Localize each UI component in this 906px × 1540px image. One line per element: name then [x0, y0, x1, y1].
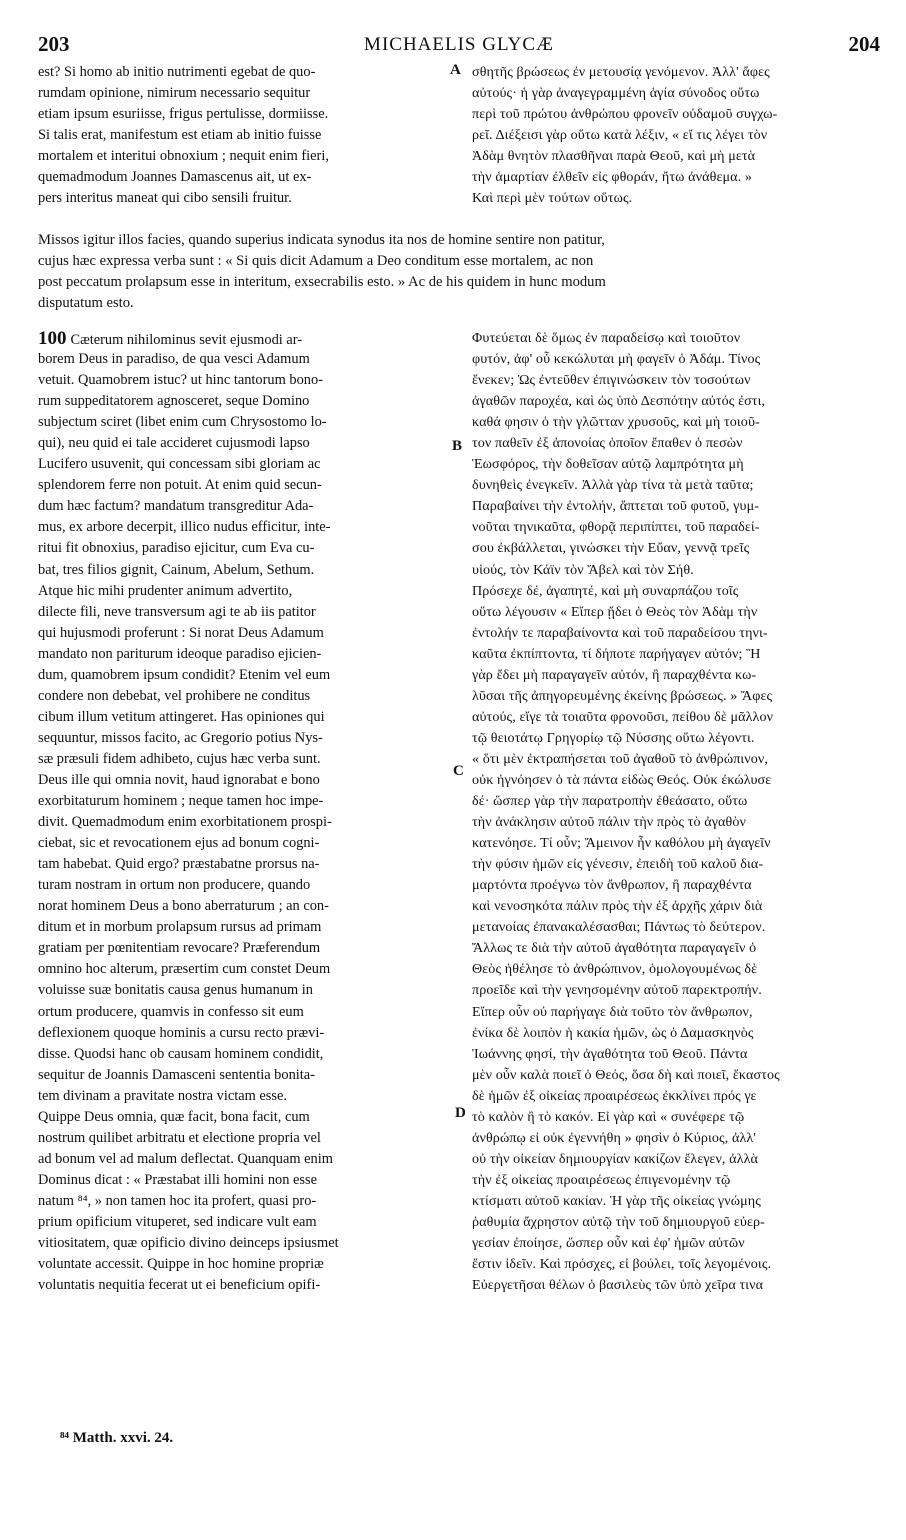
text-line: Cæterum nihilominus sevit ejusmodi ar-: [70, 332, 303, 348]
text-line: deflexionem quoque hominis a cursu recto prævi-: [38, 1024, 325, 1041]
text-line: Εἴπερ οὖν οὐ παρήγαγε διὰ τοῦτο τὸν ἄνθρωπον,: [472, 1003, 753, 1020]
text-line: οὕτω λέγουσιν « Εἴπερ ᾔδει ὁ Θεὸς τὸν Ἀδὰμ τὴν: [472, 603, 758, 620]
text-line: γεσίαν ἐποίησε, ὥσπερ οὖν καὶ ἐφ' ἡμῶν αὐτῶν: [472, 1235, 745, 1252]
text-line: turam nostram in ortum non producere, quando: [38, 877, 311, 894]
text-line: ditum et in morbum prolapsum rursus ad primam: [38, 919, 322, 936]
text-line: Εὐεργετῆσαι θέλων ὁ βασιλεὺς τῶν ὑπὸ χεῖρα τινα: [472, 1277, 764, 1294]
text-line: ortum producere, quamvis in confesso sit eum: [38, 1003, 304, 1020]
text-line: ῥαθυμία ἄχρηστον αὐτῷ τὴν τοῦ δημιουργοῦ εὐερ-: [472, 1213, 765, 1230]
text-line: αὐτούς· ἡ γὰρ ἀναγεγραμμένη ἁγία σύνοδος οὕτω: [472, 85, 760, 102]
text-line: est? Si homo ab initio nutrimenti egebat de quo-: [38, 64, 316, 80]
text-line: δυνηθεὶς ἐνεγκεῖν. Ἀλλὰ γὰρ τίνα τὰ μετὰ ταῦτα;: [472, 477, 754, 494]
text-line: ρεῖ. Διέξεισι γὰρ οὕτω κατὰ λέξιν, « εἴ τις λέγει τὸν: [472, 127, 768, 144]
text-line: qui), neu quid ei tale accideret cujusmodi lapso: [38, 435, 310, 452]
text-line: σου ἐκβάλλεται, γινώσκει τὴν Εὔαν, γεννᾷ τρεῖς: [472, 540, 750, 557]
text-line: Καὶ περὶ μὲν τούτων οὕτως.: [472, 190, 633, 207]
text-line: cibum illum vetitum attingeret. Has opiniones qui: [38, 708, 325, 725]
text-line: pers interitus maneat qui cibo sensili fruitur.: [38, 190, 292, 207]
text-line: post peccatum prolapsum esse in interitum, exsecrabilis esto. » Ac de his quidem in hunc modum: [38, 274, 606, 291]
text-line: καῦτα ἐκπίπτοντα, τί δήποτε παρήγαγεν αὐτόν; Ἢ: [472, 645, 761, 662]
footnote: ⁸⁴ Matth. xxvi. 24.: [60, 1430, 174, 1446]
text-line: Παραβαίνει τὴν ἐντολήν, ἅπτεται τοῦ φυτοῦ, γυμ-: [472, 498, 760, 515]
text-line: mandato non pariturum ideoque paradiso ejicien-: [38, 645, 322, 662]
running-title: MICHAELIS GLYCÆ: [364, 34, 554, 55]
text-line: Ἄλλως τε διὰ τὴν αὐτοῦ ἀγαθότητα παραγαγεῖν ὁ: [472, 940, 757, 957]
text-line: quemadmodum Joannes Damascenus ait, ut ex-: [38, 169, 312, 186]
text-line: τὴν ἁμαρτίαν ἐλθεῖν εἰς φθοράν, ἤτω ἀνάθεμα. »: [472, 169, 752, 186]
text-line: disse. Quodsi hanc ob causam hominem condidit,: [38, 1045, 324, 1062]
text-line: Dominus dicat : « Præstabat illi homini non esse: [38, 1171, 318, 1188]
text-line: γὰρ ἔδει μὴ παραγαγεῖν αὐτόν, ἢ παραχθέντα κω-: [472, 666, 757, 683]
text-line: ἀνθρώπῳ εἰ οὐκ ἐγεννήθη » φησὶν ὁ Κύριος, ἀλλ': [472, 1129, 756, 1146]
text-line: τὴν φύσιν ἡμῶν εἰς γένεσιν, ἐπειδὴ τοῦ καλοῦ δια-: [472, 856, 764, 873]
text-line: Πρόσεχε δέ, ἀγαπητέ, καὶ μὴ συναρπάζου τοῖς: [472, 582, 739, 599]
text-line: mus, ex arbore decerpit, illico nudus efficitur, inte-: [38, 519, 331, 536]
text-line: νοῦται τηνικαῦτα, φθορᾷ περιπίπτει, τοῦ παραδεί-: [472, 519, 760, 536]
text-line: etiam ipsum esuriisse, frigus pertulisse, dormiisse.: [38, 106, 329, 123]
text-line: κατενόησε. Τί οὖν; Ἄμεινον ἦν καθόλου μὴ ἀγαγεῖν: [472, 835, 771, 852]
text-line: natum ⁸⁴, » non tamen hoc ita profert, quasi pro-: [38, 1192, 317, 1209]
text-line: ἀγαθῶν παροχέα, καὶ ὡς ὑπὸ Δεσπότην αὐτός ἐστι,: [472, 393, 766, 410]
text-line: τὴν ἀνάκλησιν αὐτοῦ πάλιν τὴν πρὸς τὸ ἀγαθὸν: [472, 814, 746, 831]
text-line: divit. Quemadmodum enim exorbitationem prospi-: [38, 814, 332, 831]
margin-marker-d: D: [455, 1105, 466, 1121]
text-line: mortalem et interitui obnoxium ; nequit enim fieri,: [38, 148, 329, 165]
text-line: prium opificium vituperet, sed indicare vult eam: [38, 1213, 317, 1230]
margin-marker-b: B: [452, 438, 463, 454]
text-line: condere non debebat, vel prohibere ne conditus: [38, 687, 311, 704]
running-header: [38, 32, 880, 58]
text-line: δέ· ὥσπερ γὰρ τὴν παρατροπὴν ἐθεάσατο, οὕτω: [472, 793, 748, 810]
text-line: sequitur de Joannis Damasceni sententia bonita-: [38, 1066, 315, 1083]
section-number: 100: [38, 328, 67, 349]
text-line: gratiam per pœnitentiam revocare? Præferendum: [38, 940, 321, 957]
text-line: μαρτόντα προέγνω τὸν ἄνθρωπον, ἢ παραχθέντα: [472, 877, 752, 894]
text-line: qui hujusmodi proferunt : Si norat Deus Adamum: [38, 624, 324, 641]
text-line: dilecte fili, neve transversum agi te ab iis patitor: [38, 603, 316, 620]
text-line: Ἑωσφόρος, τὴν δοθεῖσαν αὐτῷ λαμπρότητα μὴ: [472, 456, 744, 473]
text-line: ἕνεκεν; Ὡς ἐντεῦθεν ἐπιγινώσκειν τὸν τοσούτων: [472, 372, 751, 389]
text-line: nostrum quilibet arbitratu et electione propria vel: [38, 1129, 321, 1146]
text-line: ἐνίκα δὲ λοιπὸν ἡ κακία ἡμῶν, ὡς ὁ Δαμασκηνὸς: [472, 1024, 754, 1041]
text-line: Ἀδὰμ θνητὸν πλασθῆναι παρὰ Θεοῦ, καὶ μὴ μετὰ: [472, 148, 756, 165]
text-line: norat hominem Deus a bono aberraturum ; an con-: [38, 898, 329, 915]
text-line: exorbitaturum hominem ; neque tamen hoc impe-: [38, 793, 324, 810]
text-line: tam habebat. Quid ergo? præstabatne prorsus na-: [38, 856, 320, 873]
text-line: λῦσαι τῆς ἀπηγορευμένης ἐκείνης βρώσεως. » Ἄφες: [472, 687, 773, 704]
text-line: borem Deus in paradiso, de qua vesci Adamum: [38, 351, 310, 368]
text-line: προεῖδε καὶ τὴν γενησομένην αὐτοῦ παρεκτροπήν.: [472, 982, 762, 999]
latin-column-top: [38, 62, 462, 209]
text-line: cujus hæc expressa verba sunt : « Si quis dicit Adamum a Deo conditum esse mortalem, ac non: [38, 253, 594, 270]
text-line: περὶ τοῦ πρώτου ἀνθρώπου φρονεῖν οὐδαμοῦ συγχω-: [472, 106, 778, 123]
text-line: Θεὸς ἠθέλησε τὸ ἀνθρώπινον, ὁμολογουμένως δὲ: [472, 961, 758, 978]
text-line: μὲν οὖν καλὰ ποιεῖ ὁ Θεός, ὅσα δὴ καὶ ποιεῖ, ἕκαστος: [472, 1066, 780, 1083]
text-line: disputatum esto.: [38, 295, 134, 312]
margin-marker-c: C: [453, 763, 464, 779]
text-line: omnino hoc alterum, præsertim cum constet Deum: [38, 961, 331, 978]
text-line: σθητῆς βρώσεως ἐν μετουσίᾳ γενόμενον. Ἀλλ' ἄφες: [472, 64, 770, 80]
text-line: ad bonum vel ad malum deflectat. Quanquam enim: [38, 1150, 333, 1167]
text-line: Si talis erat, manifestum est etiam ab initio fuisse: [38, 127, 322, 144]
text-line: Φυτεύεται δὲ ὅμως ἐν παραδείσῳ καὶ τοιοῦτον: [472, 330, 741, 346]
text-line: rumdam opinione, nimirum necessario sequitur: [38, 85, 311, 102]
latin-column-main: [38, 328, 462, 1296]
text-line: ἐντολήν τε παραβαίνοντα καὶ τοῦ παραδείσου τηνι-: [472, 624, 768, 641]
greek-column-main: [472, 328, 888, 1296]
text-line: Lucifero usuvenit, qui concessam sibi gloriam ac: [38, 456, 321, 473]
margin-marker-a: A: [450, 62, 461, 78]
text-line: καθά φησιν ὁ τὴν γλῶτταν χρυσοῦς, καὶ μὴ τοιοῦ-: [472, 414, 760, 431]
text-line: rum suppeditatorem agnosceret, seque Domino: [38, 393, 310, 410]
text-line: bat, tres filios gignit, Cainum, Abelum, Sethum.: [38, 561, 315, 578]
text-line: ἔστιν ἰδεῖν. Καὶ πρόσχες, εἰ βούλει, τοῖς λεγομένοις.: [472, 1256, 772, 1273]
text-line: οὐκ ἠγνόησεν ὁ τὰ πάντα εἰδὼς Θεός. Οὐκ ἐκώλυσε: [472, 771, 772, 788]
text-line: ciebat, sic et revocationem ejus ad bonum cogni-: [38, 835, 320, 852]
text-line: voluntate accessit. Quippe in hoc homine propriæ: [38, 1256, 324, 1273]
latin-full-width-paragraph: [38, 230, 886, 314]
text-line: τῷ θειοτάτῳ Γρηγορίῳ τῷ Νύσσης οὕτω λέγοντι.: [472, 729, 755, 746]
text-line: subjectum sciret (libet enim cum Chrysostomo lo-: [38, 414, 327, 431]
text-line: Ἰωάννης φησί, τὴν ἀγαθότητα τοῦ Θεοῦ. Πάντα: [472, 1045, 748, 1062]
text-line: μετανοίας ἐπανακαλέσασθαι; Πάντως τὸ δεύτερον.: [472, 919, 766, 936]
text-line: κτίσματι αὐτοῦ κακίαν. Ἡ γὰρ τῆς οἰκείας γνώμης: [472, 1192, 761, 1209]
text-line: Missos igitur illos facies, quando superius indicata synodus ita nos de homine sentire non patitur,: [38, 232, 605, 248]
text-line: ritui fit obnoxius, paradiso ejicitur, cum Eva cu-: [38, 540, 315, 557]
text-line: δὲ ἡμῶν ἐξ οἰκείας προαιρέσεως ἐκκλίνει πρός γε: [472, 1087, 757, 1104]
page-number-left: 203: [38, 32, 70, 56]
text-line: splendorem ferre non potuit. At enim quid secun-: [38, 477, 322, 494]
text-line: Quippe Deus omnia, quæ facit, bona facit, cum: [38, 1108, 310, 1125]
text-line: τὸ καλὸν ἢ τὸ κακόν. Εἰ γὰρ καὶ « συνέφερε τῷ: [472, 1108, 745, 1125]
greek-column-top: [472, 62, 888, 209]
text-line: τον παθεῖν ἐξ ἀπονοίας ὁποῖον ἔπαθεν ὁ πεσὼν: [472, 435, 743, 452]
text-line: vetuit. Quamobrem istuc? ut hinc tantorum bono-: [38, 372, 323, 389]
text-line: τὴν ἐξ οἰκείας προαιρέσεως ἐπιγενομένην τῷ: [472, 1171, 731, 1188]
text-line: sequuntur, missos facito, ac Gregorio potius Nys-: [38, 729, 323, 746]
text-line: tem divinam a pravitate nostra victam esse.: [38, 1087, 287, 1104]
text-line: φυτόν, ἀφ' οὗ κεκώλυται μὴ φαγεῖν ὁ Ἀδάμ. Τίνος: [472, 351, 761, 368]
text-line: υἱούς, τὸν Κάϊν τὸν Ἄβελ καὶ τὸν Σήθ.: [472, 561, 694, 578]
text-line: voluisse suæ bonitatis causa genus humanum in: [38, 982, 313, 999]
text-line: Atque hic mihi prudenter animum advertito,: [38, 582, 293, 599]
text-line: οὐ τὴν οἰκείαν δημιουργίαν κακίζων ἔλεγεν, ἀλλὰ: [472, 1150, 759, 1167]
text-line: vitiositatem, quæ opificio divino deinceps ipsiusmet: [38, 1235, 339, 1252]
text-line: καὶ νενοσηκότα πάλιν πρὸς τὴν ἐξ ἀρχῆς χάριν διὰ: [472, 898, 763, 915]
text-line: Deus ille qui omnia novit, haud ignorabat e bono: [38, 771, 320, 788]
page-number-right: 204: [848, 32, 880, 56]
text-line: dum hæc factum? mandatum transgreditur Ada-: [38, 498, 314, 515]
text-line: dum, quamobrem ipsum condidit? Etenim vel eum: [38, 666, 331, 683]
text-line: « ὅτι μὲν ἐκτραπήσεται τοῦ ἀγαθοῦ τὸ ἀνθρώπινον,: [472, 750, 769, 767]
text-line: sæ præsuli fidem adhibeto, cujus hæc verba sunt.: [38, 750, 321, 767]
text-line: αὐτούς, εἴγε τὰ τοιαῦτα φρονοῦσι, πείθου δὲ μᾶλλον: [472, 708, 774, 725]
text-line: voluntatis nequitia fecerat ut ei beneficium opifi-: [38, 1277, 321, 1294]
